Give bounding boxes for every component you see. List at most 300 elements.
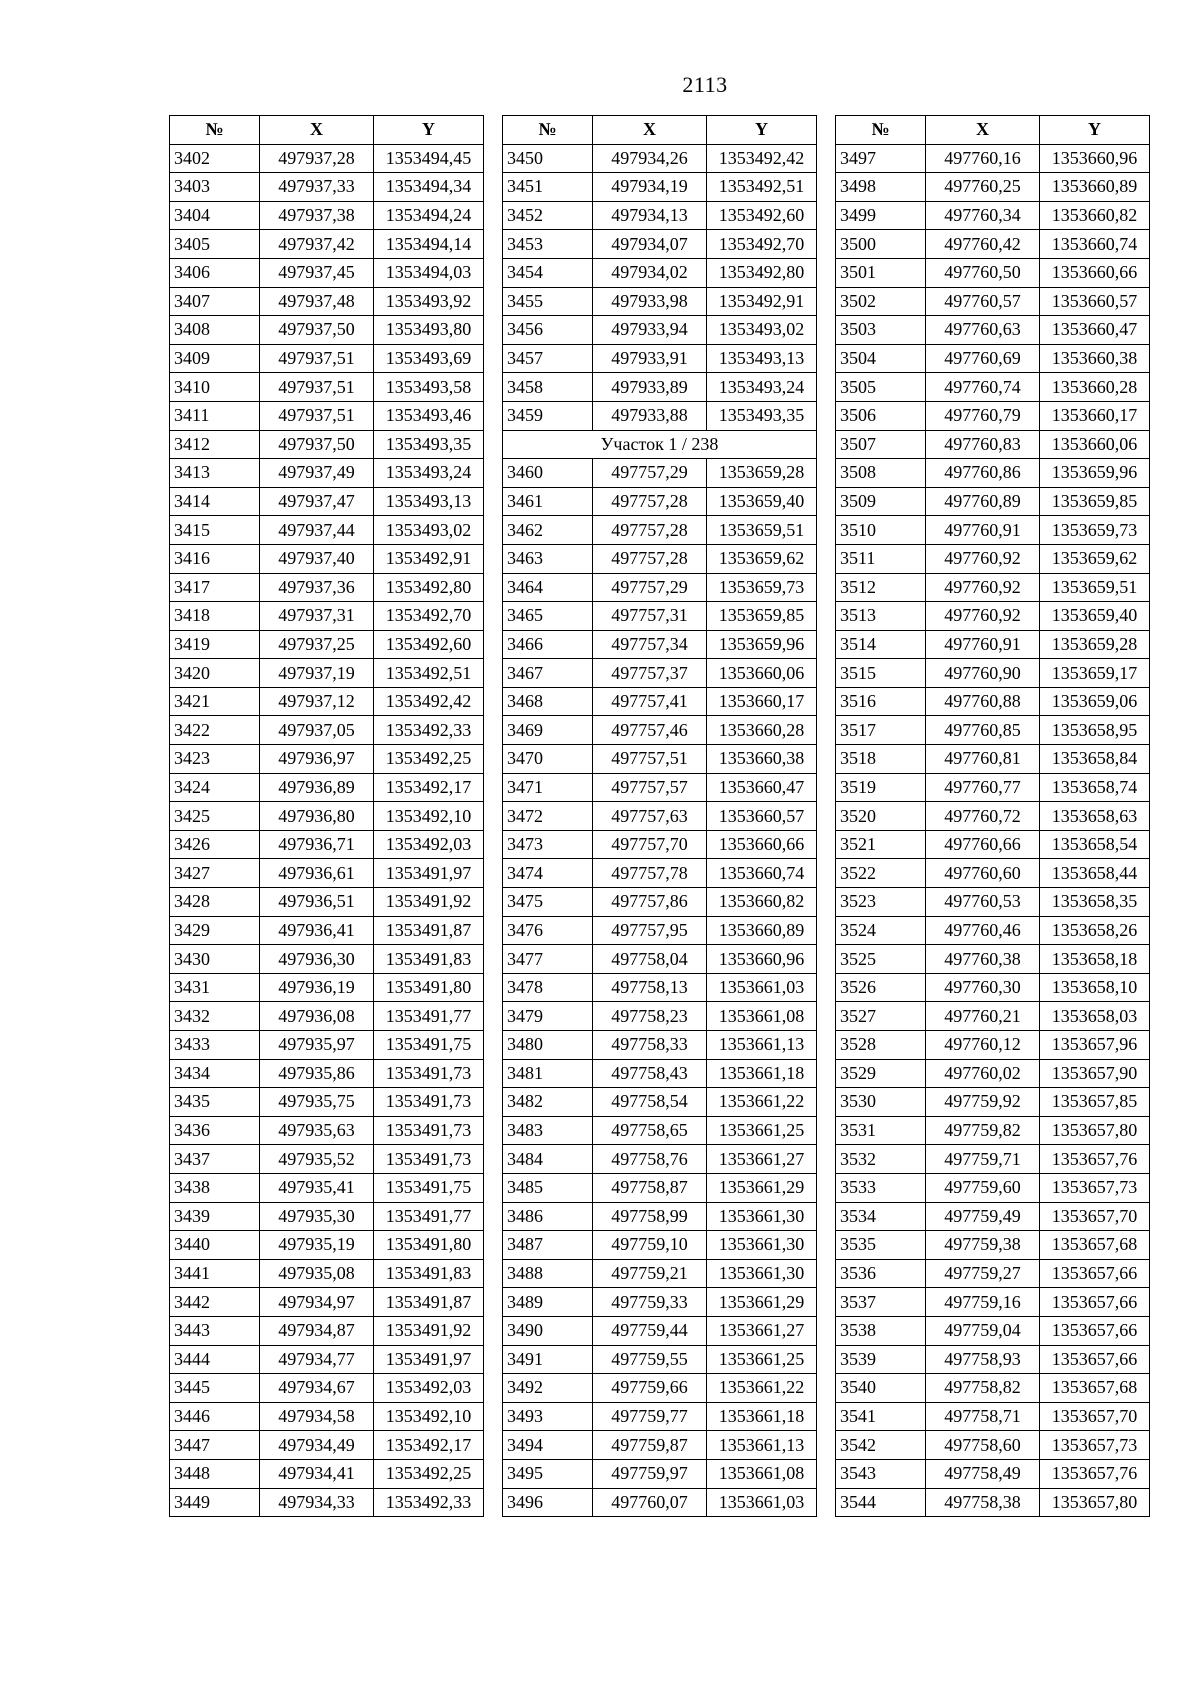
- x-coordinate-cell: 497759,92: [926, 1088, 1040, 1117]
- table-row: [503, 859, 817, 888]
- table-row: [170, 516, 484, 545]
- x-coordinate-cell: 497759,87: [593, 1431, 707, 1460]
- point-number-cell: 3478: [503, 973, 593, 1002]
- table-row: [503, 1116, 817, 1145]
- point-number-cell: 3481: [503, 1059, 593, 1088]
- point-number-cell: 3429: [170, 916, 260, 945]
- x-coordinate-cell: 497937,05: [260, 716, 374, 745]
- y-coordinate-cell: 1353658,03: [1040, 1002, 1150, 1031]
- table-row: [503, 1374, 817, 1403]
- table-row: [170, 1316, 484, 1345]
- table-row: [170, 1459, 484, 1488]
- header-y: Y: [1040, 116, 1150, 145]
- x-coordinate-cell: 497760,92: [926, 573, 1040, 602]
- y-coordinate-cell: 1353659,73: [707, 573, 817, 602]
- y-coordinate-cell: 1353657,70: [1040, 1402, 1150, 1431]
- table-row: [836, 430, 1150, 459]
- table-row: [836, 1259, 1150, 1288]
- y-coordinate-cell: 1353492,03: [374, 830, 484, 859]
- x-coordinate-cell: 497758,38: [926, 1488, 1040, 1517]
- point-number-cell: 3532: [836, 1145, 926, 1174]
- point-number-cell: 3426: [170, 830, 260, 859]
- point-number-cell: 3471: [503, 773, 593, 802]
- y-coordinate-cell: 1353657,73: [1040, 1431, 1150, 1460]
- header-number: №: [170, 116, 260, 145]
- x-coordinate-cell: 497760,21: [926, 1002, 1040, 1031]
- point-number-cell: 3438: [170, 1173, 260, 1202]
- point-number-cell: 3428: [170, 888, 260, 917]
- y-coordinate-cell: 1353493,80: [374, 316, 484, 345]
- point-number-cell: 3421: [170, 687, 260, 716]
- table-row: [503, 373, 817, 402]
- table-row: [170, 201, 484, 230]
- y-coordinate-cell: 1353660,82: [1040, 201, 1150, 230]
- y-coordinate-cell: 1353661,30: [707, 1231, 817, 1260]
- table-row: [503, 1288, 817, 1317]
- table-row: [170, 745, 484, 774]
- table-row: [503, 1002, 817, 1031]
- point-number-cell: 3479: [503, 1002, 593, 1031]
- point-number-cell: 3526: [836, 973, 926, 1002]
- x-coordinate-cell: 497935,19: [260, 1231, 374, 1260]
- y-coordinate-cell: 1353657,96: [1040, 1031, 1150, 1060]
- table-row: [170, 316, 484, 345]
- point-number-cell: 3535: [836, 1231, 926, 1260]
- y-coordinate-cell: 1353659,96: [707, 630, 817, 659]
- table-row: [170, 1145, 484, 1174]
- y-coordinate-cell: 1353491,73: [374, 1145, 484, 1174]
- table-row: [836, 773, 1150, 802]
- y-coordinate-cell: 1353661,30: [707, 1202, 817, 1231]
- y-coordinate-cell: 1353659,17: [1040, 659, 1150, 688]
- table-row: [836, 1145, 1150, 1174]
- x-coordinate-cell: 497937,51: [260, 401, 374, 430]
- x-coordinate-cell: 497759,33: [593, 1288, 707, 1317]
- point-number-cell: 3539: [836, 1345, 926, 1374]
- table-row: [170, 1173, 484, 1202]
- table-row: [836, 201, 1150, 230]
- point-number-cell: 3449: [170, 1488, 260, 1517]
- x-coordinate-cell: 497759,21: [593, 1259, 707, 1288]
- point-number-cell: 3418: [170, 602, 260, 631]
- table-row: [836, 830, 1150, 859]
- y-coordinate-cell: 1353493,02: [374, 516, 484, 545]
- x-coordinate-cell: 497757,29: [593, 459, 707, 488]
- y-coordinate-cell: 1353659,85: [1040, 487, 1150, 516]
- section-row: [503, 430, 817, 459]
- table-row: [170, 1402, 484, 1431]
- y-coordinate-cell: 1353661,22: [707, 1088, 817, 1117]
- y-coordinate-cell: 1353657,80: [1040, 1488, 1150, 1517]
- table-row: [503, 802, 817, 831]
- y-coordinate-cell: 1353661,27: [707, 1145, 817, 1174]
- point-number-cell: 3414: [170, 487, 260, 516]
- x-coordinate-cell: 497760,69: [926, 344, 1040, 373]
- point-number-cell: 3501: [836, 258, 926, 287]
- x-coordinate-cell: 497760,30: [926, 973, 1040, 1002]
- y-coordinate-cell: 1353494,34: [374, 173, 484, 202]
- point-number-cell: 3508: [836, 459, 926, 488]
- table-row: [170, 630, 484, 659]
- x-coordinate-cell: 497937,12: [260, 687, 374, 716]
- point-number-cell: 3424: [170, 773, 260, 802]
- table-row: [836, 230, 1150, 259]
- point-number-cell: 3470: [503, 745, 593, 774]
- point-number-cell: 3493: [503, 1402, 593, 1431]
- x-coordinate-cell: 497760,12: [926, 1031, 1040, 1060]
- y-coordinate-cell: 1353657,68: [1040, 1231, 1150, 1260]
- table-row: [503, 1202, 817, 1231]
- table-row: [170, 430, 484, 459]
- y-coordinate-cell: 1353661,03: [707, 1488, 817, 1517]
- y-coordinate-cell: 1353661,18: [707, 1402, 817, 1431]
- point-number-cell: 3408: [170, 316, 260, 345]
- x-coordinate-cell: 497933,94: [593, 316, 707, 345]
- y-coordinate-cell: 1353491,80: [374, 973, 484, 1002]
- coordinates-table-2: [502, 115, 817, 1517]
- x-coordinate-cell: 497936,08: [260, 1002, 374, 1031]
- point-number-cell: 3497: [836, 144, 926, 173]
- y-coordinate-cell: 1353491,92: [374, 1316, 484, 1345]
- y-coordinate-cell: 1353491,87: [374, 1288, 484, 1317]
- x-coordinate-cell: 497758,43: [593, 1059, 707, 1088]
- y-coordinate-cell: 1353658,44: [1040, 859, 1150, 888]
- y-coordinate-cell: 1353493,35: [374, 430, 484, 459]
- point-number-cell: 3450: [503, 144, 593, 173]
- y-coordinate-cell: 1353492,03: [374, 1374, 484, 1403]
- table-row: [836, 888, 1150, 917]
- y-coordinate-cell: 1353491,73: [374, 1088, 484, 1117]
- point-number-cell: 3406: [170, 258, 260, 287]
- x-coordinate-cell: 497760,92: [926, 544, 1040, 573]
- point-number-cell: 3446: [170, 1402, 260, 1431]
- point-number-cell: 3537: [836, 1288, 926, 1317]
- table-row: [503, 459, 817, 488]
- table-header-row: [170, 116, 484, 145]
- x-coordinate-cell: 497760,91: [926, 516, 1040, 545]
- point-number-cell: 3485: [503, 1173, 593, 1202]
- y-coordinate-cell: 1353658,84: [1040, 745, 1150, 774]
- x-coordinate-cell: 497758,23: [593, 1002, 707, 1031]
- x-coordinate-cell: 497937,36: [260, 573, 374, 602]
- table-row: [503, 316, 817, 345]
- y-coordinate-cell: 1353660,66: [707, 830, 817, 859]
- y-coordinate-cell: 1353494,03: [374, 258, 484, 287]
- x-coordinate-cell: 497760,53: [926, 888, 1040, 917]
- y-coordinate-cell: 1353492,80: [374, 573, 484, 602]
- point-number-cell: 3440: [170, 1231, 260, 1260]
- y-coordinate-cell: 1353491,92: [374, 888, 484, 917]
- x-coordinate-cell: 497760,38: [926, 945, 1040, 974]
- y-coordinate-cell: 1353661,27: [707, 1316, 817, 1345]
- point-number-cell: 3443: [170, 1316, 260, 1345]
- point-number-cell: 3409: [170, 344, 260, 373]
- point-number-cell: 3416: [170, 544, 260, 573]
- table-row: [503, 830, 817, 859]
- x-coordinate-cell: 497760,83: [926, 430, 1040, 459]
- point-number-cell: 3453: [503, 230, 593, 259]
- x-coordinate-cell: 497936,51: [260, 888, 374, 917]
- point-number-cell: 3502: [836, 287, 926, 316]
- x-coordinate-cell: 497759,97: [593, 1459, 707, 1488]
- table-row: [836, 1316, 1150, 1345]
- table-row: [836, 859, 1150, 888]
- point-number-cell: 3473: [503, 830, 593, 859]
- table-row: [170, 401, 484, 430]
- y-coordinate-cell: 1353491,75: [374, 1173, 484, 1202]
- x-coordinate-cell: 497933,88: [593, 401, 707, 430]
- table-row: [836, 630, 1150, 659]
- x-coordinate-cell: 497758,49: [926, 1459, 1040, 1488]
- point-number-cell: 3516: [836, 687, 926, 716]
- y-coordinate-cell: 1353494,14: [374, 230, 484, 259]
- x-coordinate-cell: 497937,42: [260, 230, 374, 259]
- y-coordinate-cell: 1353659,96: [1040, 459, 1150, 488]
- table-row: [170, 258, 484, 287]
- point-number-cell: 3525: [836, 945, 926, 974]
- point-number-cell: 3405: [170, 230, 260, 259]
- table-row: [170, 687, 484, 716]
- point-number-cell: 3541: [836, 1402, 926, 1431]
- point-number-cell: 3404: [170, 201, 260, 230]
- point-number-cell: 3506: [836, 401, 926, 430]
- x-coordinate-cell: 497937,51: [260, 373, 374, 402]
- x-coordinate-cell: 497758,04: [593, 945, 707, 974]
- x-coordinate-cell: 497937,50: [260, 430, 374, 459]
- point-number-cell: 3494: [503, 1431, 593, 1460]
- table-row: [836, 745, 1150, 774]
- y-coordinate-cell: 1353658,95: [1040, 716, 1150, 745]
- y-coordinate-cell: 1353660,57: [707, 802, 817, 831]
- table-header-row: [836, 116, 1150, 145]
- table-row: [503, 173, 817, 202]
- x-coordinate-cell: 497759,38: [926, 1231, 1040, 1260]
- table-row: [170, 1345, 484, 1374]
- point-number-cell: 3509: [836, 487, 926, 516]
- x-coordinate-cell: 497935,97: [260, 1031, 374, 1060]
- point-number-cell: 3432: [170, 1002, 260, 1031]
- point-number-cell: 3518: [836, 745, 926, 774]
- table-row: [170, 487, 484, 516]
- x-coordinate-cell: 497758,87: [593, 1173, 707, 1202]
- header-y: Y: [374, 116, 484, 145]
- table-row: [170, 1374, 484, 1403]
- table-row: [170, 1259, 484, 1288]
- point-number-cell: 3538: [836, 1316, 926, 1345]
- table-row: [170, 173, 484, 202]
- x-coordinate-cell: 497760,86: [926, 459, 1040, 488]
- x-coordinate-cell: 497760,02: [926, 1059, 1040, 1088]
- point-number-cell: 3459: [503, 401, 593, 430]
- x-coordinate-cell: 497934,77: [260, 1345, 374, 1374]
- point-number-cell: 3469: [503, 716, 593, 745]
- point-number-cell: 3419: [170, 630, 260, 659]
- y-coordinate-cell: 1353659,51: [1040, 573, 1150, 602]
- table-row: [170, 1202, 484, 1231]
- point-number-cell: 3524: [836, 916, 926, 945]
- x-coordinate-cell: 497760,91: [926, 630, 1040, 659]
- table-row: [503, 1431, 817, 1460]
- x-coordinate-cell: 497758,60: [926, 1431, 1040, 1460]
- y-coordinate-cell: 1353660,89: [707, 916, 817, 945]
- table-row: [503, 1059, 817, 1088]
- point-number-cell: 3447: [170, 1431, 260, 1460]
- point-number-cell: 3441: [170, 1259, 260, 1288]
- table-row: [836, 258, 1150, 287]
- x-coordinate-cell: 497936,30: [260, 945, 374, 974]
- y-coordinate-cell: 1353493,13: [374, 487, 484, 516]
- table-row: [170, 344, 484, 373]
- x-coordinate-cell: 497935,75: [260, 1088, 374, 1117]
- table-row: [503, 230, 817, 259]
- y-coordinate-cell: 1353661,29: [707, 1288, 817, 1317]
- x-coordinate-cell: 497760,77: [926, 773, 1040, 802]
- point-number-cell: 3430: [170, 945, 260, 974]
- y-coordinate-cell: 1353661,08: [707, 1459, 817, 1488]
- point-number-cell: 3422: [170, 716, 260, 745]
- y-coordinate-cell: 1353492,25: [374, 1459, 484, 1488]
- point-number-cell: 3475: [503, 888, 593, 917]
- y-coordinate-cell: 1353660,38: [1040, 344, 1150, 373]
- point-number-cell: 3476: [503, 916, 593, 945]
- y-coordinate-cell: 1353658,10: [1040, 973, 1150, 1002]
- x-coordinate-cell: 497760,63: [926, 316, 1040, 345]
- point-number-cell: 3504: [836, 344, 926, 373]
- table-row: [503, 487, 817, 516]
- y-coordinate-cell: 1353492,25: [374, 745, 484, 774]
- x-coordinate-cell: 497760,85: [926, 716, 1040, 745]
- y-coordinate-cell: 1353661,08: [707, 1002, 817, 1031]
- header-y: Y: [707, 116, 817, 145]
- point-number-cell: 3489: [503, 1288, 593, 1317]
- y-coordinate-cell: 1353661,25: [707, 1345, 817, 1374]
- y-coordinate-cell: 1353657,80: [1040, 1116, 1150, 1145]
- y-coordinate-cell: 1353659,40: [707, 487, 817, 516]
- y-coordinate-cell: 1353492,51: [374, 659, 484, 688]
- y-coordinate-cell: 1353660,47: [707, 773, 817, 802]
- x-coordinate-cell: 497934,13: [593, 201, 707, 230]
- table-row: [170, 573, 484, 602]
- x-coordinate-cell: 497759,55: [593, 1345, 707, 1374]
- table-row: [170, 916, 484, 945]
- point-number-cell: 3523: [836, 888, 926, 917]
- x-coordinate-cell: 497760,66: [926, 830, 1040, 859]
- x-coordinate-cell: 497757,41: [593, 687, 707, 716]
- table-row: [836, 1431, 1150, 1460]
- point-number-cell: 3536: [836, 1259, 926, 1288]
- point-number-cell: 3468: [503, 687, 593, 716]
- y-coordinate-cell: 1353660,74: [1040, 230, 1150, 259]
- table-row: [170, 830, 484, 859]
- y-coordinate-cell: 1353492,70: [707, 230, 817, 259]
- point-number-cell: 3454: [503, 258, 593, 287]
- y-coordinate-cell: 1353660,96: [707, 945, 817, 974]
- x-coordinate-cell: 497937,28: [260, 144, 374, 173]
- header-x: X: [926, 116, 1040, 145]
- x-coordinate-cell: 497937,31: [260, 602, 374, 631]
- point-number-cell: 3495: [503, 1459, 593, 1488]
- table-row: [503, 258, 817, 287]
- y-coordinate-cell: 1353492,80: [707, 258, 817, 287]
- section-label: Участок 1 / 238: [503, 430, 817, 459]
- table-row: [170, 287, 484, 316]
- y-coordinate-cell: 1353493,58: [374, 373, 484, 402]
- point-number-cell: 3407: [170, 287, 260, 316]
- y-coordinate-cell: 1353493,24: [707, 373, 817, 402]
- table-row: [836, 1402, 1150, 1431]
- point-number-cell: 3464: [503, 573, 593, 602]
- x-coordinate-cell: 497934,41: [260, 1459, 374, 1488]
- x-coordinate-cell: 497757,46: [593, 716, 707, 745]
- y-coordinate-cell: 1353657,66: [1040, 1345, 1150, 1374]
- x-coordinate-cell: 497759,66: [593, 1374, 707, 1403]
- table-row: [836, 287, 1150, 316]
- x-coordinate-cell: 497935,63: [260, 1116, 374, 1145]
- table-row: [503, 888, 817, 917]
- table-row: [503, 602, 817, 631]
- y-coordinate-cell: 1353491,75: [374, 1031, 484, 1060]
- table-row: [170, 859, 484, 888]
- point-number-cell: 3520: [836, 802, 926, 831]
- table-row: [503, 573, 817, 602]
- table-row: [503, 401, 817, 430]
- table-row: [503, 287, 817, 316]
- x-coordinate-cell: 497937,25: [260, 630, 374, 659]
- x-coordinate-cell: 497760,89: [926, 487, 1040, 516]
- x-coordinate-cell: 497760,90: [926, 659, 1040, 688]
- point-number-cell: 3415: [170, 516, 260, 545]
- table-row: [503, 1031, 817, 1060]
- x-coordinate-cell: 497759,27: [926, 1259, 1040, 1288]
- table-row: [503, 1088, 817, 1117]
- y-coordinate-cell: 1353491,73: [374, 1059, 484, 1088]
- x-coordinate-cell: 497935,30: [260, 1202, 374, 1231]
- point-number-cell: 3458: [503, 373, 593, 402]
- point-number-cell: 3491: [503, 1345, 593, 1374]
- table-row: [836, 1173, 1150, 1202]
- table-row: [503, 659, 817, 688]
- point-number-cell: 3439: [170, 1202, 260, 1231]
- x-coordinate-cell: 497933,89: [593, 373, 707, 402]
- x-coordinate-cell: 497760,50: [926, 258, 1040, 287]
- y-coordinate-cell: 1353492,42: [707, 144, 817, 173]
- point-number-cell: 3477: [503, 945, 593, 974]
- table-row: [503, 716, 817, 745]
- table-row: [836, 344, 1150, 373]
- x-coordinate-cell: 497759,10: [593, 1231, 707, 1260]
- point-number-cell: 3474: [503, 859, 593, 888]
- point-number-cell: 3420: [170, 659, 260, 688]
- y-coordinate-cell: 1353491,77: [374, 1002, 484, 1031]
- x-coordinate-cell: 497934,58: [260, 1402, 374, 1431]
- table-row: [503, 201, 817, 230]
- y-coordinate-cell: 1353493,02: [707, 316, 817, 345]
- table-row: [836, 516, 1150, 545]
- y-coordinate-cell: 1353492,33: [374, 1488, 484, 1517]
- x-coordinate-cell: 497760,07: [593, 1488, 707, 1517]
- table-row: [170, 1002, 484, 1031]
- y-coordinate-cell: 1353494,45: [374, 144, 484, 173]
- x-coordinate-cell: 497757,28: [593, 544, 707, 573]
- table-row: [836, 401, 1150, 430]
- y-coordinate-cell: 1353659,06: [1040, 687, 1150, 716]
- y-coordinate-cell: 1353659,28: [707, 459, 817, 488]
- table-row: [503, 1345, 817, 1374]
- page-number: 2113: [682, 72, 728, 97]
- y-coordinate-cell: 1353493,13: [707, 344, 817, 373]
- y-coordinate-cell: 1353659,62: [707, 544, 817, 573]
- point-number-cell: 3510: [836, 516, 926, 545]
